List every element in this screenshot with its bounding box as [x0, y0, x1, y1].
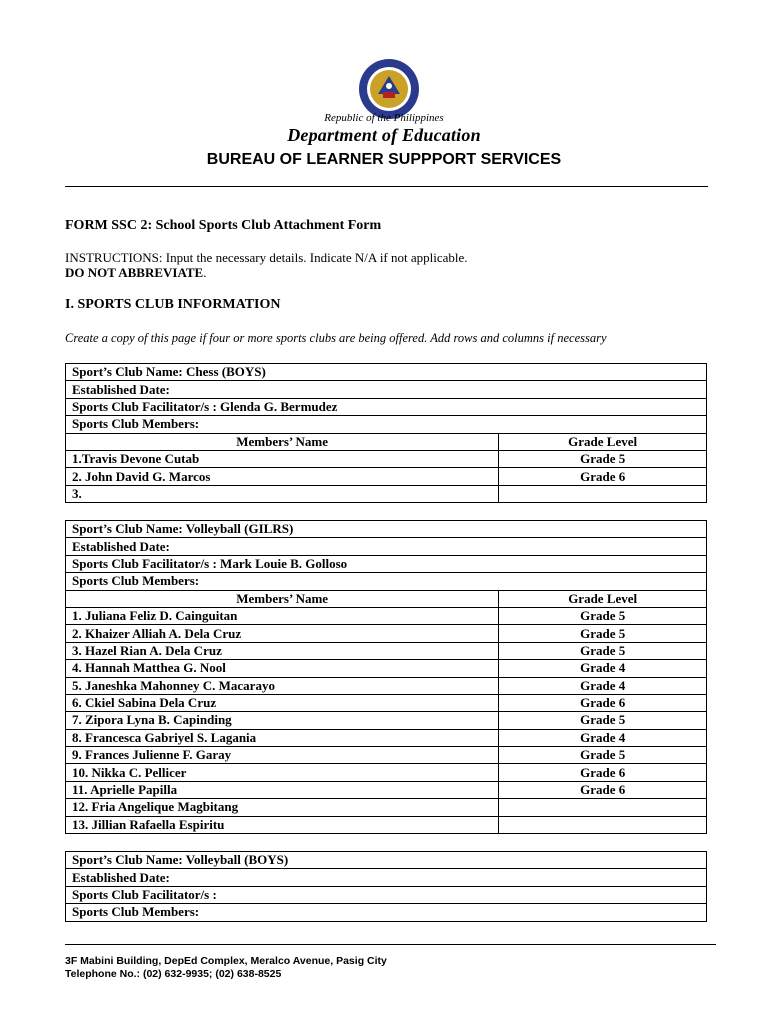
table-row [66, 660, 707, 677]
table-row [66, 712, 707, 729]
member-name: 7. Zipora Lyna B. Capinding [66, 712, 499, 729]
member-grade [499, 816, 707, 833]
section-heading: I. SPORTS CLUB INFORMATION [65, 297, 281, 312]
member-grade: Grade 4 [499, 729, 707, 746]
table-row [66, 450, 707, 467]
member-grade: Grade 6 [499, 694, 707, 711]
member-grade: Grade 5 [499, 747, 707, 764]
member-name: 9. Frances Julienne F. Garay [66, 747, 499, 764]
member-name: 5. Janeshka Mahonney C. Macarayo [66, 677, 499, 694]
member-grade: Grade 5 [499, 625, 707, 642]
club-table-volleyball-girls [65, 520, 707, 834]
instructions [65, 250, 468, 280]
member-grade: Grade 5 [499, 607, 707, 624]
member-grade: Grade 5 [499, 642, 707, 659]
member-grade: Grade 4 [499, 677, 707, 694]
facilitator-cell: Sports Club Facilitator/s : Glenda G. Bermudez [66, 398, 707, 415]
members-label-cell: Sports Club Members: [66, 573, 707, 590]
established-date-cell: Established Date: [66, 381, 707, 398]
table-row [66, 729, 707, 746]
member-name: 12. Fria Angelique Magbitang [66, 799, 499, 816]
member-name: 6. Ckiel Sabina Dela Cruz [66, 694, 499, 711]
member-name: 11. Aprielle Papilla [66, 781, 499, 798]
table-row [66, 816, 707, 833]
table-row [66, 764, 707, 781]
member-name: 8. Francesca Gabriyel S. Lagania [66, 729, 499, 746]
footer-divider [65, 944, 716, 945]
member-name: 2. John David G. Marcos [66, 468, 499, 485]
club-table-volleyball-boys [65, 851, 707, 922]
instructions-warning-period: . [203, 265, 207, 280]
member-name: 2. Khaizer Alliah A. Dela Cruz [66, 625, 499, 642]
member-name: 4. Hannah Matthea G. Nool [66, 660, 499, 677]
grade-level-header: Grade Level [499, 433, 707, 450]
table-row [66, 747, 707, 764]
club-name-cell: Sport’s Club Name: Chess (BOYS) [66, 364, 707, 381]
table-row [66, 677, 707, 694]
section-note: Create a copy of this page if four or more sports clubs are being offered. Add rows and columns if necessary [65, 331, 607, 345]
member-name: 3. [66, 485, 499, 502]
club-name-cell: Sport’s Club Name: Volleyball (GILRS) [66, 521, 707, 538]
member-grade: Grade 6 [499, 468, 707, 485]
grade-level-header: Grade Level [499, 590, 707, 607]
club-name-cell: Sport’s Club Name: Volleyball (BOYS) [66, 852, 707, 869]
facilitator-cell: Sports Club Facilitator/s : Mark Louie B. Golloso [66, 555, 707, 572]
footer [65, 955, 387, 981]
table-row [66, 642, 707, 659]
member-grade: Grade 6 [499, 764, 707, 781]
member-grade: Grade 4 [499, 660, 707, 677]
instructions-warning [65, 265, 468, 280]
club-table-chess [65, 363, 707, 503]
deped-seal-logo [358, 58, 420, 120]
members-label-cell: Sports Club Members: [66, 904, 707, 921]
table-row [66, 468, 707, 485]
table-row [66, 781, 707, 798]
bureau-name: BUREAU OF LEARNER SUPPPORT SERVICES [206, 151, 562, 168]
member-name: 10. Nikka C. Pellicer [66, 764, 499, 781]
member-grade: Grade 5 [499, 450, 707, 467]
facilitator-cell: Sports Club Facilitator/s : [66, 886, 707, 903]
form-title: FORM SSC 2: School Sports Club Attachment Form [65, 218, 382, 233]
members-name-header: Members’ Name [66, 433, 499, 450]
table-row [66, 799, 707, 816]
instructions-line: INSTRUCTIONS: Input the necessary details. Indicate N/A if not applicable. [65, 250, 468, 265]
footer-telephone: Telephone No.: (02) 632-9935; (02) 638-8525 [65, 968, 282, 980]
member-grade: Grade 5 [499, 712, 707, 729]
table-row [66, 694, 707, 711]
table-row [66, 625, 707, 642]
member-grade: Grade 6 [499, 781, 707, 798]
established-date-cell: Established Date: [66, 538, 707, 555]
instructions-warning-bold: DO NOT ABBREVIATE [65, 265, 204, 280]
department-name: Department of Education [287, 125, 481, 145]
footer-address: 3F Mabini Building, DepEd Complex, Meralco Avenue, Pasig City [65, 955, 387, 967]
member-name: 1.Travis Devone Cutab [66, 450, 499, 467]
member-name: 1. Juliana Feliz D. Cainguitan [66, 607, 499, 624]
established-date-cell: Established Date: [66, 869, 707, 886]
members-name-header: Members’ Name [66, 590, 499, 607]
member-name: 3. Hazel Rian A. Dela Cruz [66, 642, 499, 659]
members-label-cell: Sports Club Members: [66, 416, 707, 433]
member-grade [499, 485, 707, 502]
member-name: 13. Jillian Rafaella Espiritu [66, 816, 499, 833]
header-divider [65, 186, 708, 187]
republic-line: Republic of the Philippines [324, 112, 444, 124]
table-row [66, 607, 707, 624]
member-grade [499, 799, 707, 816]
table-row [66, 485, 707, 502]
